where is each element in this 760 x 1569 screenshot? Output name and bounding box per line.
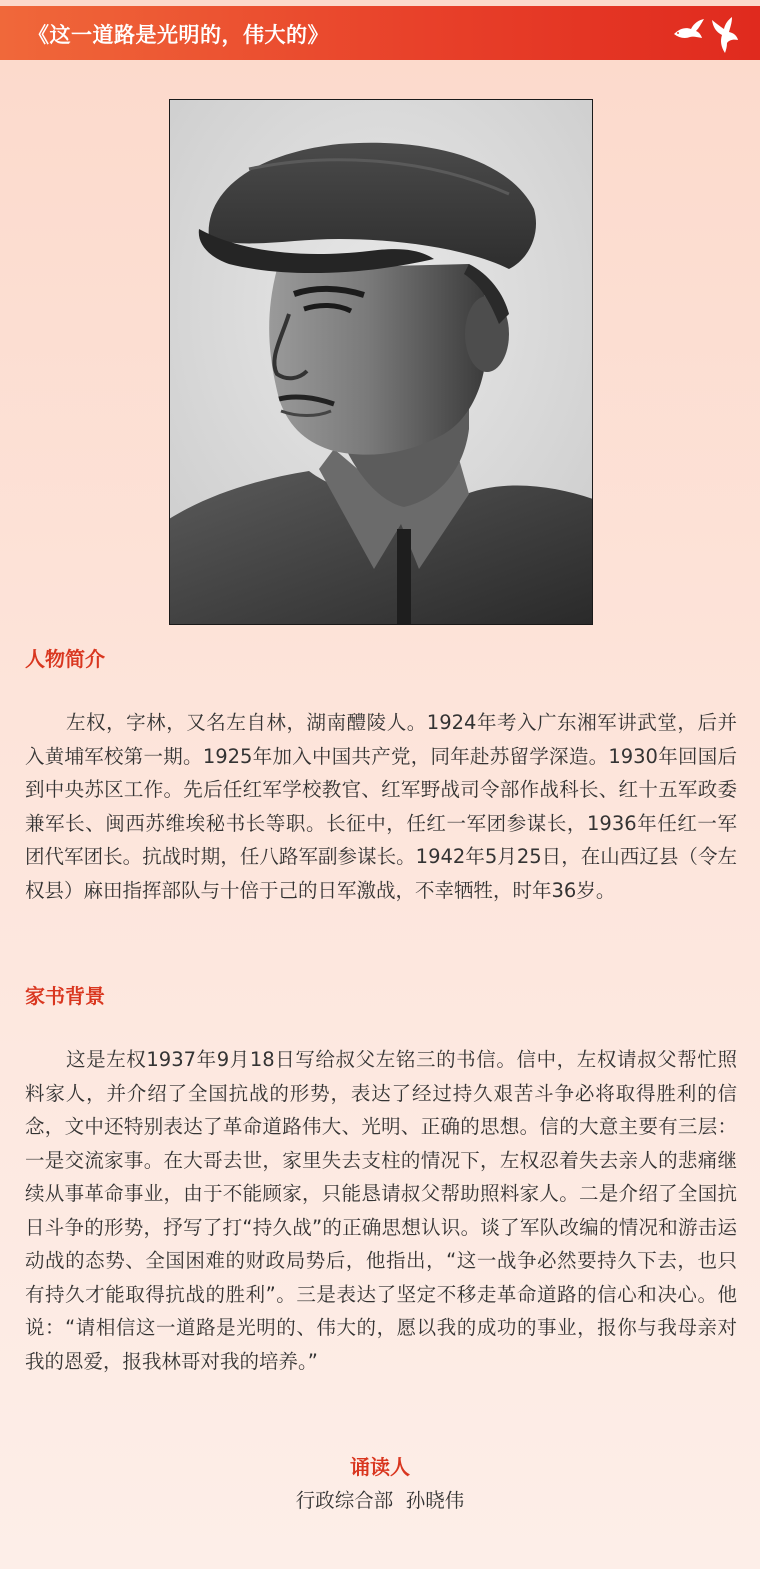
article-title: 《这一道路是光明的，伟大的》 xyxy=(28,23,329,47)
dove-icon xyxy=(710,16,740,54)
background-paragraph: 这是左权1937年9月18日写给叔父左铭三的书信。信中，左权请叔父帮忙照料家人，并介绍了全国抗战的形势，表达了经过持久艰苦斗争必将取得胜利的信念，文中还特别表达了革命道路伟大、光明、正确的思想。信的大意主要有三层：一是交流家事。在大哥去世，家里失去支柱的情况下，左权忍着失去亲人的悲痛继续从事革命事业，由于不能顾家，只能恳请叔父帮助照料家人。二是介绍了全国抗日斗争的形势，抒写了打“持久战”的正确思想认识。谈了军队改编的情况和游击运动战的态势、全国困难的财政局势后，他指出，“这一战争必然要持久下去，也只有持久才能取得抗战的胜利”。三是表达了坚定不移走革命道路的信心和决心。他说：“请相信这一道路是光明的、伟大的，愿以我的成功的事业，报你与我母亲对我的恩爱，报我林哥对我的培养。” xyxy=(25,1048,737,1373)
header-bar xyxy=(0,6,760,60)
reader-name: 行政综合部 孙晓伟 xyxy=(295,1489,465,1512)
intro-paragraph: 左权，字林，又名左自林，湖南醴陵人。1924年考入广东湘军讲武堂，后并入黄埔军校第一期。1925年加入中国共产党，同年赴苏留学深造。1930年回国后到中央苏区工作。先后任红军学校教官、红军野战司令部作战科长、红十五军政委兼军长、闽西苏维埃秘书长等职。长征中，任红一军团参谋长，1936年任红一军团代军团长。抗战时期，任八路军副参谋长。1942年5月25日，在山西辽县（令左权县）麻田指挥部队与十倍于己的日军激战，不幸牺牲，时年36岁。 xyxy=(25,711,737,902)
portrait-photo xyxy=(169,99,593,625)
dove-icon xyxy=(672,18,706,46)
reader-heading: 诵读人 xyxy=(350,1455,410,1479)
section-heading-background: 家书背景 xyxy=(25,984,105,1008)
section-heading-intro: 人物简介 xyxy=(25,647,105,671)
